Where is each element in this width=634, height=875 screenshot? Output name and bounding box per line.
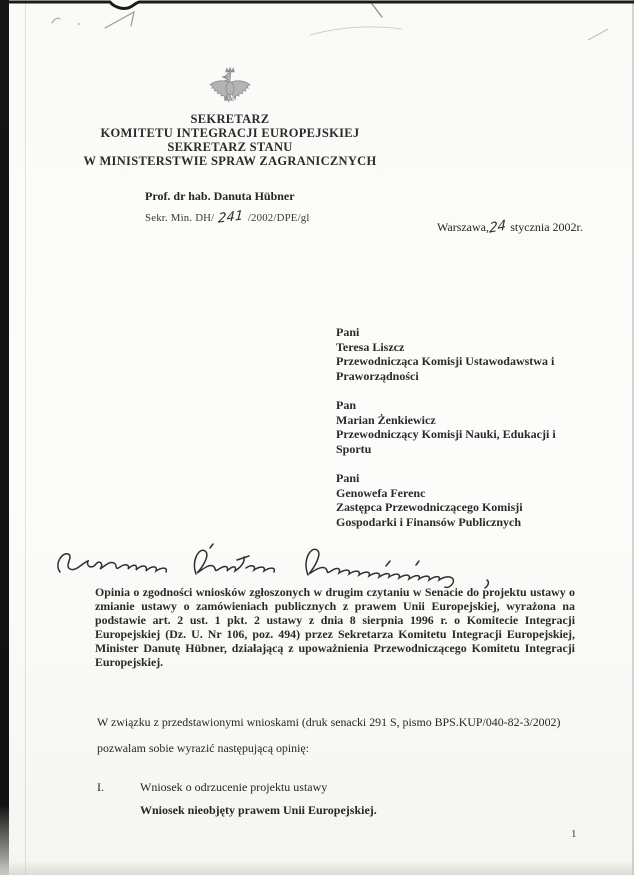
opinion-item-verdict: Wniosek nieobjęty prawem Unii Europejskiej. [140, 803, 377, 817]
sender-name: Prof. dr hab. Danuta Hübner [145, 189, 295, 203]
paper-fold-line [25, 0, 26, 875]
letterhead-line-2: KOMITETU INTEGRACJI EUROPEJSKIEJ [100, 126, 360, 140]
dateline-city: Warszawa, [437, 220, 490, 234]
recipient-title: Zastępca Przewodniczącego Komisji Gospodarki i Finansów Publicznych [336, 500, 523, 529]
handwriting-strokes [46, 540, 526, 590]
ref-suffix: /2002/DPE/gl [247, 212, 310, 224]
polish-eagle-emblem [207, 66, 253, 108]
opinion-item-numeral: I. [97, 780, 104, 794]
subject-paragraph: Opinia o zgodności wniosków zgłoszonych w drugim czytaniu w Senacie do projektu ustawy o zmianie ustawy o zamówieniach publicznych z prawem Unii Europejskiej, wyrażona na podstawie art. 2 ust. 1 pkt. 2 ustawy z dnia 8 sierpnia 1996 r. o Komitecie Integracji Europejskiej (Dz. U. Nr 106, poz. 494) przez Sekretarza Komitetu Integracji Europejskiej, Minister Danutę Hübner, działającą z upoważnienia Przewodniczącego Komitetu Integracji Europejskiej. [95, 585, 575, 669]
recipient-name: Teresa Liszcz [336, 339, 405, 354]
dateline-rest: stycznia 2002r. [510, 220, 583, 234]
opinion-item-1 [97, 780, 581, 818]
dateline [437, 219, 583, 235]
scan-edge-bottom [0, 861, 634, 875]
recipient-title: Przewodniczący Komisji Nauki, Edukacji i Sportu [336, 427, 556, 456]
intro-line-1: W związku z przedstawionymi wnioskami (druk senacki 291 S, pismo BPS.KUP/040-82-3/2002) [97, 715, 561, 729]
recipient-title: Przewodnicząca Komisji Ustawodawstwa i Praworządności [336, 354, 555, 383]
intro-paragraph [97, 710, 581, 761]
letterhead-line-3: SEKRETARZ STANU [167, 140, 293, 154]
recipient-2 [336, 398, 584, 456]
ref-prefix: Sekr. Min. DH/ [145, 212, 215, 224]
letterhead [30, 66, 430, 168]
recipient-name: Genowefa Ferenc [336, 485, 426, 500]
dateline-handwritten-day: 24 [489, 217, 507, 237]
recipient-salutation: Pani [336, 325, 360, 339]
recipient-salutation: Pan [336, 398, 357, 412]
scan-edge-left [0, 0, 9, 875]
letterhead-line-1: SEKRETARZ [190, 112, 270, 126]
sender-block [145, 189, 310, 225]
intro-line-2: pozwalam sobie wyrazić następującą opinię: [97, 740, 309, 755]
handwritten-greeting [46, 540, 526, 590]
ref-handwritten-number: 241 [218, 208, 245, 227]
letterhead-line-4: W MINISTERSTWIE SPRAW ZAGRANICZNYCH [83, 154, 377, 168]
recipients-list [336, 325, 584, 544]
recipient-salutation: Pani [336, 471, 360, 485]
opinion-item-heading: Wniosek o odrzucenie projektu ustawy [140, 780, 328, 794]
reference-number [145, 210, 310, 225]
page-number: 1 [571, 828, 577, 840]
recipient-3 [336, 471, 584, 529]
recipient-1 [336, 325, 584, 383]
recipient-name: Marian Żenkiewicz [336, 412, 436, 427]
